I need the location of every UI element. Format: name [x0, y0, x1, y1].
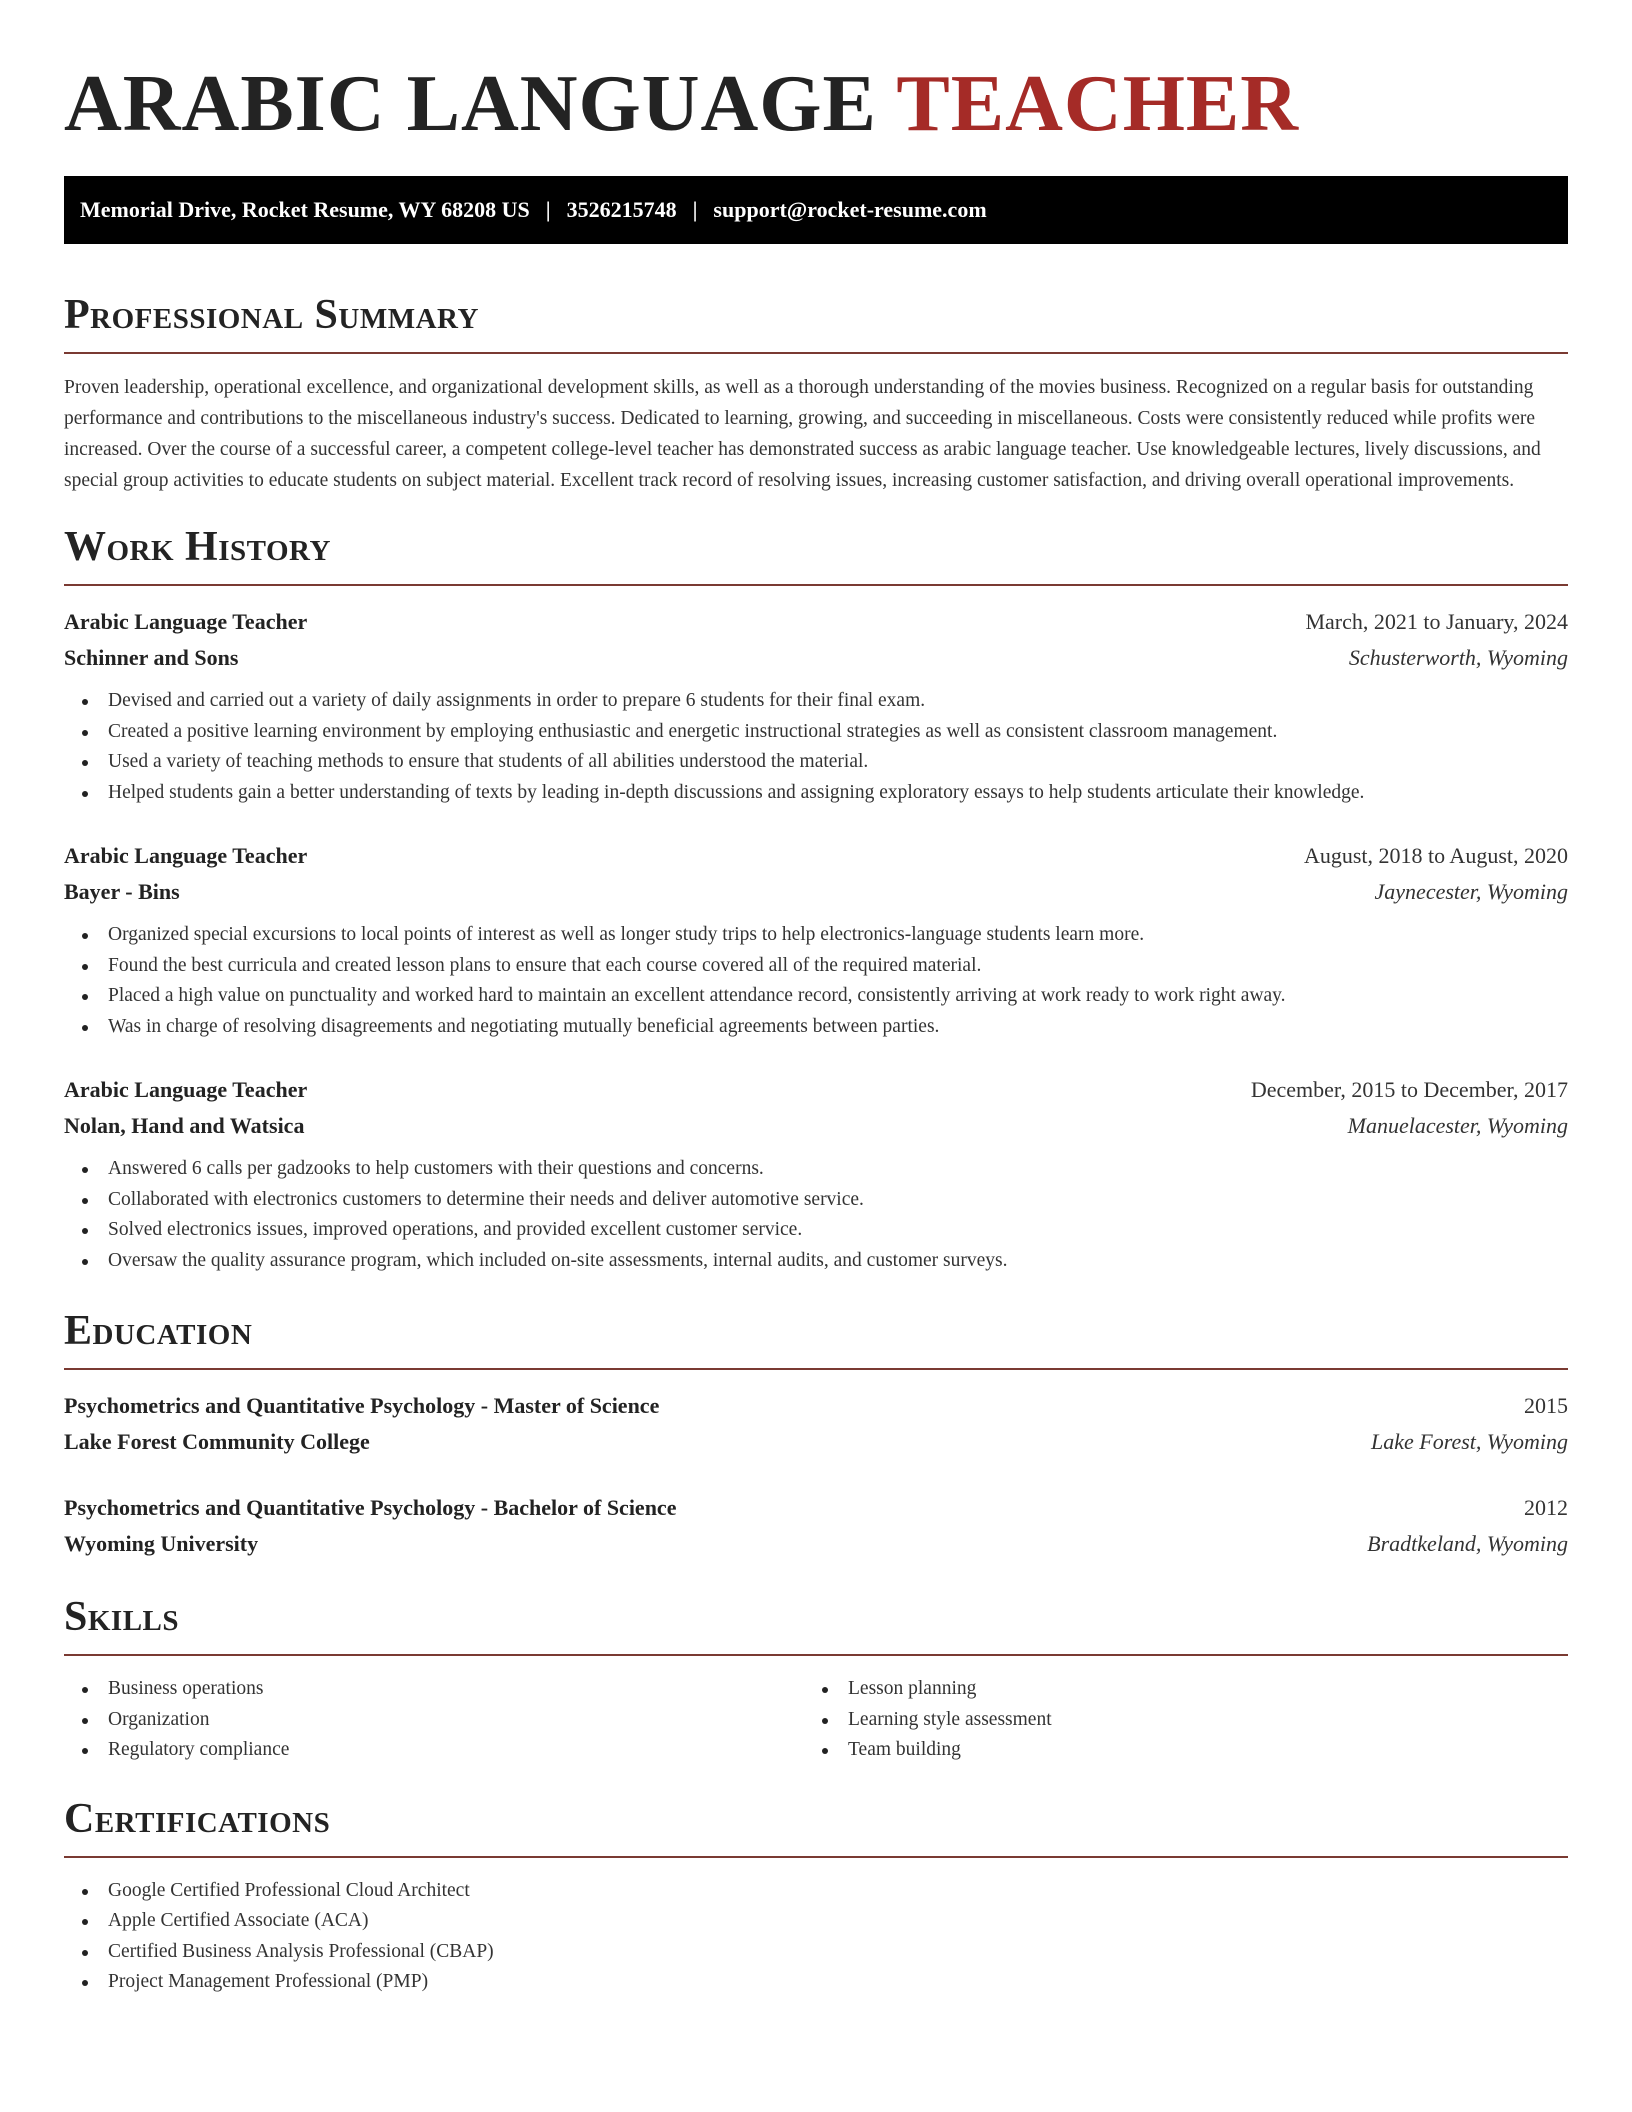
job-entry — [64, 838, 1568, 1042]
list-item: Created a positive learning environment by employing enthusiastic and energetic instructional strategies as well as consistent classroom management. — [82, 717, 1568, 748]
job-location: Jaynecester, Wyoming — [1374, 879, 1568, 904]
title-main: ARABIC LANGUAGE — [64, 60, 877, 148]
title-accent: TEACHER — [896, 60, 1300, 148]
job-bullets — [64, 920, 1568, 1042]
job-bullets — [64, 686, 1568, 808]
resume-title — [64, 58, 1568, 150]
list-item: Organization — [82, 1705, 804, 1736]
list-item: Placed a high value on punctuality and worked hard to maintain an excellent attendance record, consistently arriving at work ready to work right away. — [82, 981, 1568, 1012]
education-section — [64, 1306, 1568, 1562]
list-item: Organized special excursions to local points of interest as well as longer study trips to help electronics-language students learn more. — [82, 920, 1568, 951]
list-item: Found the best curricula and created lesson plans to ensure that each course covered all of the required material. — [82, 951, 1568, 982]
list-item: Google Certified Professional Cloud Architect — [82, 1876, 1568, 1907]
job-bullets — [64, 1154, 1568, 1276]
job-company: Schinner and Sons — [64, 645, 239, 670]
resume-page — [64, 0, 1568, 1998]
job-title: Arabic Language Teacher — [64, 609, 308, 634]
summary-heading: Professional Summary — [64, 290, 1568, 354]
list-item: Solved electronics issues, improved operations, and provided excellent customer service. — [82, 1215, 1568, 1246]
education-school: Wyoming University — [64, 1531, 259, 1556]
skills-section — [64, 1592, 1568, 1766]
certifications-section — [64, 1794, 1568, 1998]
certifications-heading: Certifications — [64, 1794, 1568, 1858]
education-year: 2012 — [1524, 1495, 1568, 1520]
list-item: Team building — [822, 1735, 1544, 1766]
list-item: Apple Certified Associate (ACA) — [82, 1906, 1568, 1937]
work-history-section — [64, 522, 1568, 1276]
education-entry — [64, 1388, 1568, 1460]
skills-list-left — [64, 1674, 804, 1766]
job-dates: March, 2021 to January, 2024 — [1305, 609, 1568, 634]
list-item: Regulatory compliance — [82, 1735, 804, 1766]
list-item: Collaborated with electronics customers to determine their needs and deliver automotive service. — [82, 1185, 1568, 1216]
education-degree: Psychometrics and Quantitative Psychology - Bachelor of Science — [64, 1495, 677, 1520]
job-dates: August, 2018 to August, 2020 — [1303, 843, 1568, 868]
job-company: Nolan, Hand and Watsica — [64, 1113, 305, 1138]
education-school: Lake Forest Community College — [64, 1429, 370, 1454]
job-dates: December, 2015 to December, 2017 — [1250, 1077, 1568, 1102]
list-item: Business operations — [82, 1674, 804, 1705]
list-item: Oversaw the quality assurance program, which included on-site assessments, internal audits, and customer surveys. — [82, 1246, 1568, 1277]
summary-section — [64, 290, 1568, 496]
list-item: Project Management Professional (PMP) — [82, 1967, 1568, 1998]
list-item: Devised and carried out a variety of daily assignments in order to prepare 6 students for their final exam. — [82, 686, 1568, 717]
education-location: Bradtkeland, Wyoming — [1367, 1531, 1568, 1556]
list-item: Certified Business Analysis Professional (CBAP) — [82, 1937, 1568, 1968]
job-entry — [64, 604, 1568, 808]
skills-grid — [64, 1674, 1568, 1766]
job-company: Bayer - Bins — [64, 879, 180, 904]
education-entry — [64, 1490, 1568, 1562]
contact-phone: 3526215748 — [566, 197, 677, 222]
list-item: Was in charge of resolving disagreements and negotiating mutually beneficial agreements between parties. — [82, 1012, 1568, 1043]
job-location: Schusterworth, Wyoming — [1348, 645, 1568, 670]
job-location: Manuelacester, Wyoming — [1347, 1113, 1568, 1138]
certifications-list — [64, 1876, 1568, 1998]
contact-address: Memorial Drive, Rocket Resume, WY 68208 US — [80, 197, 530, 222]
contact-bar — [64, 176, 1568, 244]
job-title: Arabic Language Teacher — [64, 1077, 308, 1102]
job-entry — [64, 1072, 1568, 1276]
job-title: Arabic Language Teacher — [64, 843, 308, 868]
list-item: Answered 6 calls per gadzooks to help customers with their questions and concerns. — [82, 1154, 1568, 1185]
summary-text: Proven leadership, operational excellence, and organizational development skills, as well as a thorough understanding of the movies business. Recognized on a regular basis for outstanding performance and contributions to the miscellaneous industry's success. Dedicated to learning, growing, and succeeding in miscellaneous. Costs were consistently reduced while profits were increased. Over the course of a successful career, a competent college-level teacher has demonstrated success as arabic language teacher. Use knowledgeable lectures, lively discussions, and special group activities to educate students on subject material. Excellent track record of resolving issues, increasing customer satisfaction, and driving overall operational improvements. — [64, 377, 1541, 491]
list-item: Used a variety of teaching methods to ensure that students of all abilities understood the material. — [82, 747, 1568, 778]
skills-list-right — [804, 1674, 1544, 1766]
contact-separator: | — [545, 197, 551, 222]
education-heading: Education — [64, 1306, 1568, 1370]
skills-heading: Skills — [64, 1592, 1568, 1656]
education-degree: Psychometrics and Quantitative Psychology - Master of Science — [64, 1393, 660, 1418]
contact-email: support@rocket-resume.com — [713, 197, 987, 222]
education-year: 2015 — [1524, 1393, 1568, 1418]
education-location: Lake Forest, Wyoming — [1371, 1429, 1568, 1454]
list-item: Lesson planning — [822, 1674, 1544, 1705]
contact-separator: | — [692, 197, 698, 222]
list-item: Helped students gain a better understanding of texts by leading in-depth discussions and assigning exploratory essays to help students articulate their knowledge. — [82, 778, 1568, 809]
list-item: Learning style assessment — [822, 1705, 1544, 1736]
work-history-heading: Work History — [64, 522, 1568, 586]
